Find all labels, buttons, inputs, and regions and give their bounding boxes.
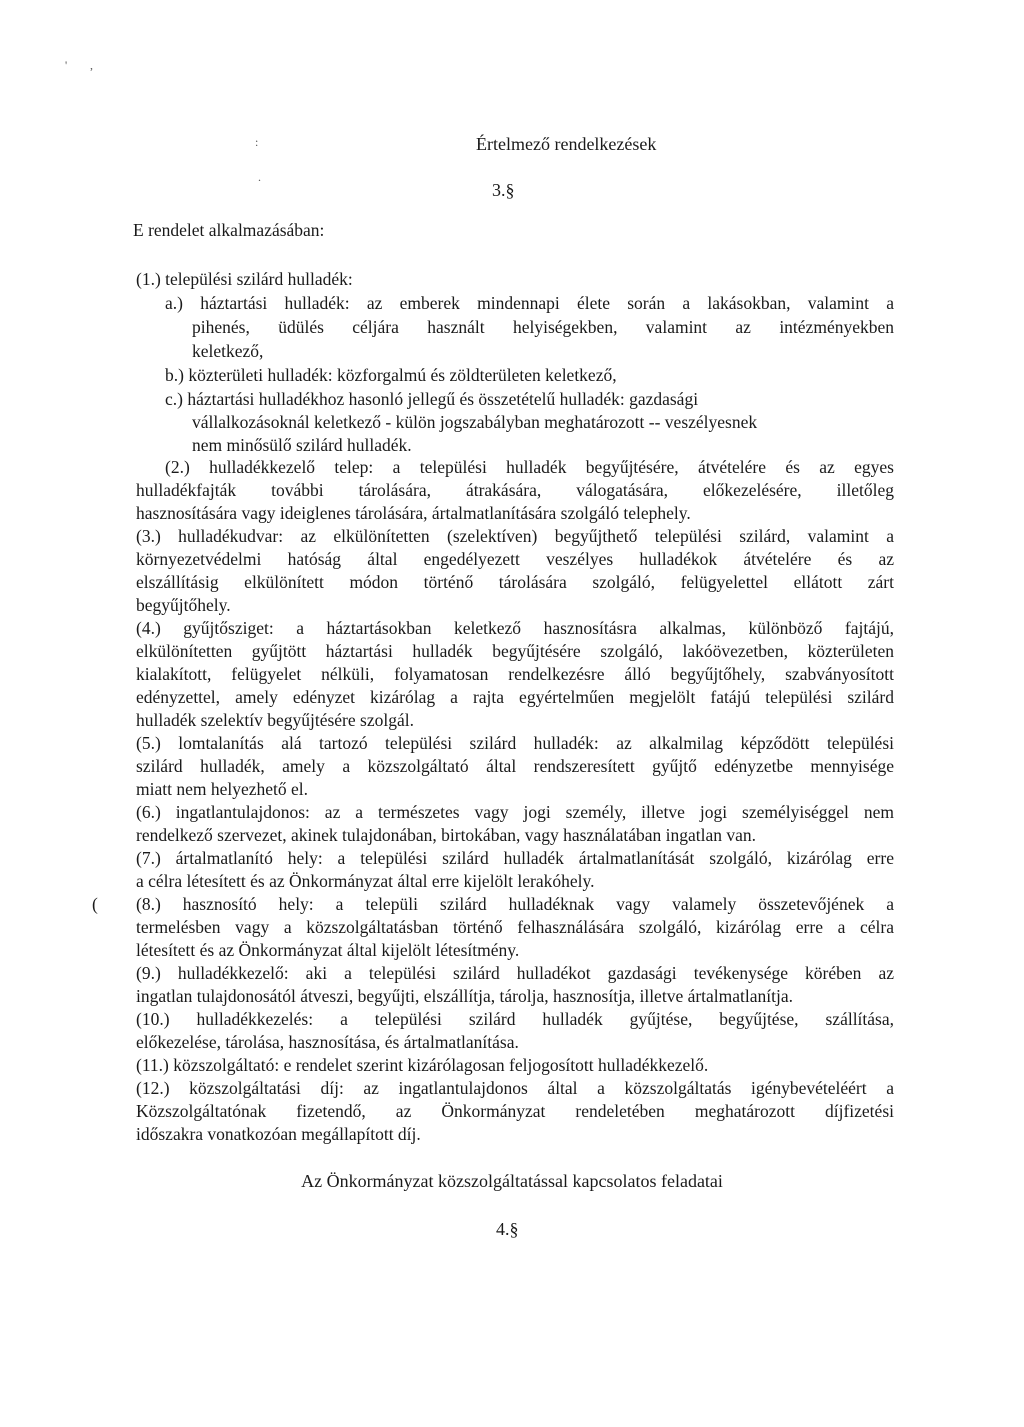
item-2-line: (2.) hulladékkezelő telep: a települési hulladék begyűjtésére, átvételére és az egyes	[165, 457, 894, 477]
scan-speck: .	[258, 170, 261, 184]
item-1c-line: c.) háztartási hulladékhoz hasonló jellegű és összetételű hulladék: gazdasági	[165, 389, 699, 409]
item-6-line: (6.) ingatlantulajdonos: az a természetes vagy jogi személy, illetve jogi személyiséggel nem	[136, 802, 894, 822]
item-5-line: szilárd hulladék, amely a közszolgáltató által rendszeresített gyűjtő edényzetbe mennyisége	[136, 756, 894, 776]
item-4-line: kialakított, felügyelet nélküli, folyamatosan rendelkezésre álló begyűjtőhely, szabványosított	[136, 664, 894, 684]
item-10-line: előkezelése, tárolása, hasznosítása, és ártalmatlanítása.	[136, 1032, 519, 1052]
item-3-line: (3.) hulladékudvar: az elkülönítetten (szelektíven) begyűjthető települési szilárd, valamint a	[136, 526, 894, 546]
item-3-line: elszállításig elkülönített módon történő tárolására szolgáló, felügyelettel ellátott zárt	[136, 572, 894, 592]
scan-speck: ,	[90, 58, 93, 72]
margin-mark: (	[92, 894, 98, 914]
item-7-line: (7.) ártalmatlanító hely: a települési szilárd hulladék ártalmatlanítását szolgáló, kizárólag erre	[136, 848, 894, 868]
item-11-line: (11.) közszolgáltató: e rendelet szerint kizárólagosan feljogosított hulladékkezelő.	[136, 1055, 709, 1075]
item-12-line: időszakra vonatkozóan megállapított díj.	[136, 1124, 421, 1144]
item-4-line: elkülönítetten gyűjtött háztartási hulladék begyűjtésére szolgáló, lakóövezetben, közterületen	[136, 641, 894, 661]
item-6-line: rendelkező szervezet, akinek tulajdonában, birtokában, vagy használatában ingatlan van.	[136, 825, 757, 845]
item-5-line: miatt nem helyezhető el.	[136, 779, 309, 799]
item-1b-line: b.) közterületi hulladék: közforgalmú és zöldterületen keletkező,	[165, 365, 617, 385]
item-7-line: a célra létesített és az Önkormányzat által erre kijelölt lerakóhely.	[136, 871, 595, 891]
next-section-number: 4.§	[496, 1219, 519, 1239]
section-number: 3.§	[492, 180, 515, 200]
item-1c-line: nem minősülő szilárd hulladék.	[192, 435, 412, 455]
item-1-heading: (1.) települési szilárd hulladék:	[136, 269, 353, 289]
item-8-line: létesített és az Önkormányzat által kijelölt létesítmény.	[136, 940, 520, 960]
item-12-line: Közszolgáltatónak fizetendő, az Önkormányzat rendeletében meghatározott díjfizetési	[136, 1101, 894, 1121]
scan-speck: :	[255, 135, 259, 149]
item-8-line: (8.) hasznosító hely: a települi szilárd hulladéknak vagy valamely összetevőjének a	[136, 894, 894, 914]
item-9-line: ingatlan tulajdonosától átveszi, begyűjti, elszállítja, tárolja, hasznosítja, illetve ártalmatlanítja.	[136, 986, 794, 1006]
item-1a-line: pihenés, üdülés céljára használt helyiségekben, valamint az intézményekben	[192, 317, 894, 337]
item-1a-line: a.) háztartási hulladék: az emberek mindennapi élete során a lakásokban, valamint a	[165, 293, 894, 313]
item-3-line: begyűjtőhely.	[136, 595, 231, 615]
item-8-line: termelésben vagy a közszolgáltatásban történő felhasználására szolgáló, kizárólag erre a célra	[136, 917, 894, 937]
item-4-line: edényzettel, amely edényzet kizárólag a rajta egyértelműen megjelölt fatájú települési szilárd	[136, 687, 894, 707]
item-3-line: környezetvédelmi hatóság által engedélyezett veszélyes hulladékok átvételére és az	[136, 549, 894, 569]
item-12-line: (12.) közszolgáltatási díj: az ingatlantulajdonos által a közszolgáltatás igénybevételéért a	[136, 1078, 894, 1098]
item-4-line: hulladék szelektív begyűjtésére szolgál.	[136, 710, 414, 730]
item-4-line: (4.) gyűjtősziget: a háztartásokban keletkező hasznosításra alkalmas, különböző fajtájú,	[136, 618, 894, 638]
item-5-line: (5.) lomtalanítás alá tartozó települési szilárd hulladék: az alkalmilag képződött települési	[136, 733, 894, 753]
item-10-line: (10.) hulladékkezelés: a települési szilárd hulladék gyűjtése, begyűjtése, szállítása,	[136, 1009, 894, 1029]
item-2-line: hulladékfajták további tárolására, átrakására, válogatására, előkezelésére, illetőleg	[136, 480, 894, 500]
item-9-line: (9.) hulladékkezelő: aki a települési szilárd hulladékot gazdasági tevékenysége körében az	[136, 963, 894, 983]
item-2-line: hasznosítására vagy ideiglenes tárolására, ártalmatlanítására szolgáló telephely.	[136, 503, 691, 523]
item-1c-line: vállalkozásoknál keletkező - külön jogszabályban meghatározott -- veszélyesnek	[192, 412, 758, 432]
intro-text: E rendelet alkalmazásában:	[133, 220, 325, 240]
next-section-title: Az Önkormányzat közszolgáltatással kapcsolatos feladatai	[301, 1171, 723, 1191]
item-1a-line: keletkező,	[192, 341, 264, 361]
scan-speck: '	[65, 58, 68, 72]
section-title: Értelmező rendelkezések	[476, 134, 657, 154]
